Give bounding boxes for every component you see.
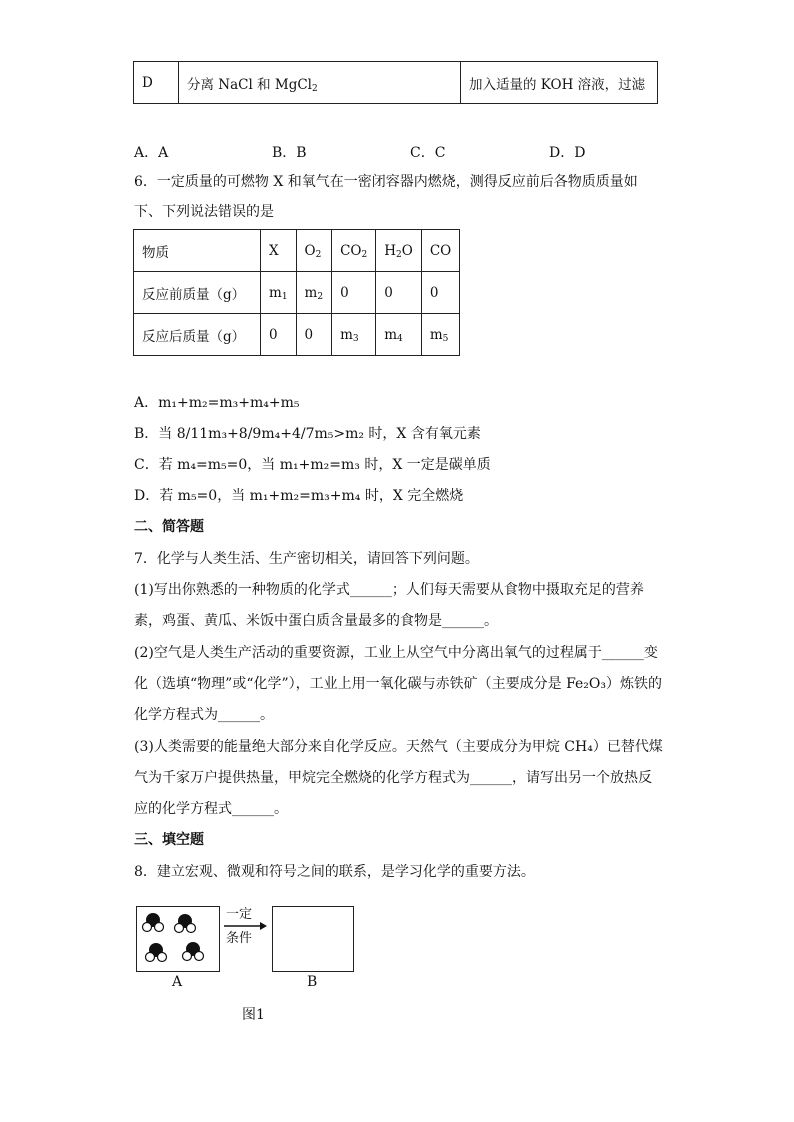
table-cell-method: 加入适量的 KOH 溶液，过滤 bbox=[461, 62, 658, 104]
q6-option-d: D．若 m₅=0，当 m₁+m₂=m₃+m₄ 时，X 完全燃烧 bbox=[134, 488, 464, 504]
molecules-diagram bbox=[137, 907, 219, 971]
molecule-4 bbox=[183, 942, 204, 961]
q6-stem-line1: 6．一定质量的可燃物 X 和氧气在一密闭容器内燃烧，测得反应前后各物质质量如 bbox=[134, 174, 638, 190]
label-b: B bbox=[307, 974, 318, 990]
molecule-1 bbox=[143, 913, 164, 932]
figure-caption: 图1 bbox=[242, 1007, 265, 1023]
top-table bbox=[133, 61, 658, 104]
q7-p2-line1: (2)空气是人类生产活动的重要资源，工业上从空气中分离出氧气的过程属于______变 bbox=[134, 645, 658, 661]
q5-option-b: B．B bbox=[272, 145, 307, 161]
molecule-2 bbox=[175, 914, 196, 933]
q6-option-b: B．当 8/11m₃+8/9m₄+4/7m₅>m₂ 时，X 含有氧元素 bbox=[134, 426, 481, 442]
box-b bbox=[272, 906, 354, 972]
box-a bbox=[136, 906, 220, 972]
arrow-label-bottom: 条件 bbox=[226, 931, 253, 946]
q7-p3-line1: (3)人类需要的能量绝大部分来自化学反应。天然气（主要成分为甲烷 CH₄）已替代煤 bbox=[134, 739, 663, 755]
molecule-3 bbox=[146, 943, 167, 962]
q7-p3-line3: 应的化学方程式______。 bbox=[134, 801, 288, 817]
section-heading-3: 三、填空题 bbox=[134, 832, 204, 848]
q7-p1-line1: (1)写出你熟悉的一种物质的化学式______；人们每天需要从食物中摄取充足的营养 bbox=[134, 582, 644, 598]
q5-option-c: C．C bbox=[410, 145, 446, 161]
table-cell-task: 分离 NaCl 和 MgCl$_2$ bbox=[179, 62, 461, 104]
table-cell-label: D bbox=[134, 62, 179, 104]
q6-stem-line2: 下、下列说法错误的是 bbox=[134, 204, 274, 220]
arrow-label-top: 一定 bbox=[226, 907, 253, 922]
q6-option-c: C．若 m₄=m₅=0，当 m₁+m₂=m₃ 时，X 一定是碳单质 bbox=[134, 457, 491, 473]
q8-stem: 8．建立宏观、微观和符号之间的联系，是学习化学的重要方法。 bbox=[134, 864, 535, 880]
table-row: 反应后质量（g） 0 0 $m_3$ $m_4$ $m_5$ bbox=[134, 314, 460, 356]
q7-p1-line2: 素，鸡蛋、黄瓜、米饭中蛋白质含量最多的食物是______。 bbox=[134, 613, 498, 629]
table-row: 反应前质量（g） $m_1$ $m_2$ 0 0 0 bbox=[134, 272, 460, 314]
q7-stem: 7．化学与人类生活、生产密切相关，请回答下列问题。 bbox=[134, 551, 479, 567]
q6-option-a: A．m₁+m₂=m₃+m₄+m₅ bbox=[134, 395, 300, 411]
label-a: A bbox=[172, 974, 183, 990]
q7-p2-line2: 化（选填“物理”或“化学”），工业上用一氧化碳与赤铁矿（主要成分是 Fe₂O₃）炼铁的 bbox=[134, 676, 663, 692]
q6-table bbox=[133, 229, 460, 356]
q7-p3-line2: 气为千家万户提供热量，甲烷完全燃烧的化学方程式为______，请写出另一个放热反 bbox=[134, 770, 652, 786]
q5-option-d: D．D bbox=[549, 145, 586, 161]
table-row: 物质 X $O_2$ $CO_2$ $H_2O$ CO bbox=[134, 230, 460, 272]
q7-p2-line3: 化学方程式为______。 bbox=[134, 707, 274, 723]
q5-option-a: A．A bbox=[134, 145, 169, 161]
section-heading-2: 二、简答题 bbox=[134, 519, 204, 535]
